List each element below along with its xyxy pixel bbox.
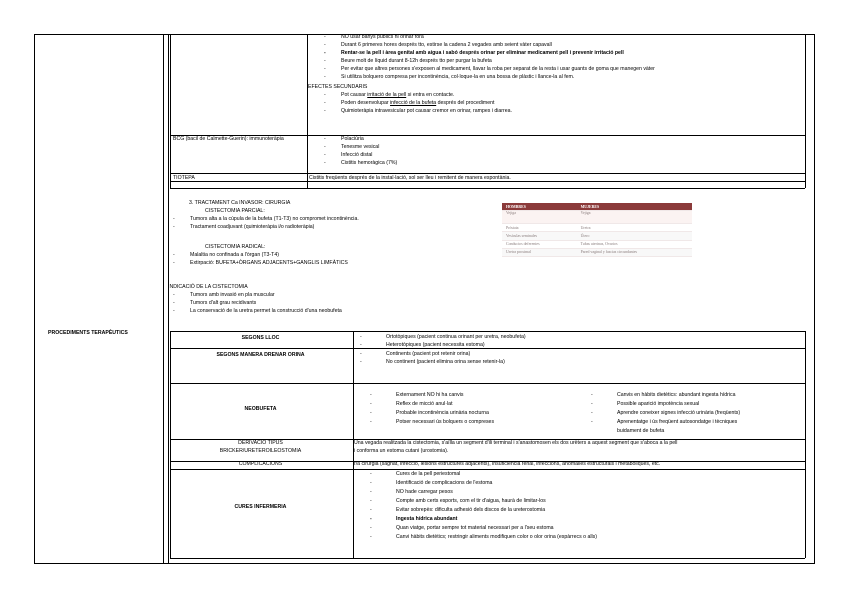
list-item: - Infecció distal bbox=[341, 152, 372, 159]
row-divider bbox=[170, 469, 805, 470]
list-item: - Aprenentatge i ús freqüent autosondatge i tècniques bbox=[617, 419, 737, 426]
row-divider bbox=[170, 188, 805, 189]
list-item: - Reflex de micció anul·lat bbox=[396, 401, 453, 408]
column-divider bbox=[170, 35, 171, 188]
list-item: - Aprendre coneixer signes infecció urinària (freqüents) bbox=[617, 410, 740, 417]
list-item: - Continents (pacient pot retenir orina) bbox=[386, 351, 470, 358]
list-item: - Externament NO hi ha canvis bbox=[396, 392, 463, 399]
list-item: - Tumors amb invasió en pla muscular bbox=[190, 292, 275, 299]
list-item: - Per evitar que altres persones s'exposen al medicament, llavar la roba per separat de la resta i usar guants de goma que manegen vàter bbox=[341, 66, 655, 73]
column-divider bbox=[163, 35, 164, 563]
list-item: - Tumors d'alt grau recidivants bbox=[190, 300, 256, 307]
row-divider bbox=[170, 173, 805, 174]
list-item: - Beure molt de líquid durant 8-12h després tto per purgar la bufeta bbox=[341, 58, 492, 65]
list-item: - Si utilitza bolquero compresa per incontinència, col·loque-la en una bossa de plàstic i llance-la al fem. bbox=[341, 74, 574, 81]
row-label: DERIVACIÓ TIPUS bbox=[238, 440, 283, 446]
tiotepa-text: Cistitis freqüents després de la instal·lació, sol ser lleu i remitent de manera espontània. bbox=[309, 175, 511, 181]
list-item: - Cistitis hemoràgica (7%) bbox=[341, 160, 397, 167]
list-item: - Pot causar irritació de la pell si entra en contacte. bbox=[341, 92, 454, 99]
table-row bbox=[502, 203, 692, 211]
list-item: - Ingesta hídrica abundant bbox=[396, 516, 457, 523]
list-item: - Poden desenvolupar infecció de la bufeta després del procediment bbox=[341, 100, 494, 107]
column-divider bbox=[805, 331, 806, 558]
table-cell: Uretra bbox=[577, 224, 692, 232]
gender-organs-table bbox=[502, 203, 692, 257]
column-divider bbox=[168, 35, 169, 563]
list-item: - Quan viatge, portar sempre tot material necessari per a l'seu estoma bbox=[396, 525, 554, 532]
list-item: - Tumors alta a la cúpula de la bufeta (T1-T3) no compromet incontinència. bbox=[190, 216, 359, 223]
table-cell: Uretra proximal bbox=[502, 248, 577, 256]
bcg-label: BCG (bacil de Calmette-Guerin): immunoteràpia bbox=[173, 136, 284, 142]
list-item: - Evitar sobrepès: dificulta adhesió dels discos de la ureterostomia bbox=[396, 507, 545, 514]
row-divider bbox=[170, 331, 805, 332]
column-divider bbox=[307, 35, 308, 188]
list-item-continued: buidament de bufeta bbox=[617, 428, 665, 434]
list-item: - Tenesme vesical bbox=[341, 144, 379, 151]
list-item: - Extirpació: BUFETA+ÒRGANS ADJACENTS+GANGLIS LIMFÀTICS bbox=[190, 260, 348, 267]
list-item: - Compte amb certs esports, com el tir d'aigua, haurà de limitar-los bbox=[396, 498, 546, 505]
list-item: - Rentar-se la pell i àrea genital amb aigua i sabó després orinar per eliminar medicament pell i prevenir irritació pell bbox=[341, 50, 624, 57]
indicacio-heading: INDICACIÓ DE LA CISTECTOMIA bbox=[168, 284, 248, 290]
row-label: COMPLICACIONS bbox=[238, 461, 283, 467]
list-item: - Probable incontinència urinària nocturna bbox=[396, 410, 489, 417]
column-divider bbox=[805, 35, 806, 188]
list-item: - Canvi hàbits dietètics; restringir aliments modifiquen color o olor orina (espàrrecs o alls) bbox=[396, 534, 597, 541]
row-divider bbox=[170, 383, 805, 384]
list-item: - Identificació de complicacions de l'estoma bbox=[396, 480, 492, 487]
table-cell: Tubas uterinas, Ovarios bbox=[577, 240, 692, 248]
list-item: - NO hade carregar pesos bbox=[396, 489, 453, 496]
row-divider bbox=[170, 558, 805, 559]
section-label: PROCEDIMENTS TERAPÈUTICS bbox=[48, 330, 128, 336]
parcial-heading: CISTECTOMIA PARCIAL: bbox=[205, 208, 265, 214]
table-cell: Pared vaginal y fascias circundantes bbox=[577, 248, 692, 256]
tractament-heading: 3. TRACTAMENT Ca INVASOR: CIRURGIA bbox=[189, 200, 291, 206]
list-item: - NO usar banys públics ni orinar fora bbox=[341, 34, 424, 41]
derivacio-text: i conforma un estoma cutani (urostomia). bbox=[354, 448, 449, 454]
list-item: - Malaltia no confinada a l'òrgan (T3-T4) bbox=[190, 252, 279, 259]
list-item: - Potser necessari ús bolquers o compreses bbox=[396, 419, 494, 426]
row-label: SEGONS MANERA DRENAR ORINA bbox=[216, 352, 305, 358]
list-item: - Canvis en hàbits dietètics: abundant ingesta hídrica bbox=[617, 392, 736, 399]
derivacio-text: Una vegada realitzada la cistectomia, s'aïlla un segment d'ili terminal i s'anastomosen els dos urèters a aquest segment que s'aboca a la pell bbox=[354, 440, 678, 446]
row-label: SEGONS LLOC bbox=[241, 335, 280, 341]
row-label: CURES INFERMERIA bbox=[234, 504, 287, 510]
row-divider bbox=[170, 348, 805, 349]
tiotepa-label: TIOTEPA bbox=[173, 175, 195, 181]
list-item: - Heterotòpiques (pacient necessita estoma) bbox=[386, 342, 485, 349]
table-cell: Vesículas seminales bbox=[502, 232, 577, 240]
table-cell: Vejiga bbox=[577, 211, 692, 224]
table-cell: Conductos deferentes bbox=[502, 240, 577, 248]
table-header: MUJERES bbox=[577, 203, 692, 211]
table-row bbox=[502, 211, 692, 224]
table-header: HOMBRES bbox=[502, 203, 577, 211]
list-item: - Tractament coadjuvant (quimioteràpia i/o radioteràpia) bbox=[190, 224, 314, 231]
list-item: - Quimioteràpia intravesicular pot causar cremor en orinar, rampes i diarrea. bbox=[341, 108, 512, 115]
table-row bbox=[502, 224, 692, 232]
list-item: - La conservació de la uretra permet la construcció d'una neobufeta bbox=[190, 308, 342, 315]
list-item: - Cures de la pell periestomal bbox=[396, 471, 460, 478]
list-item: - Polaciúria bbox=[341, 136, 364, 143]
complicacions-text: r/a cirurgia (sagnat, infecció, lesions estructures adjacents), insuficiència renal, infeccions, anomalies estructurals i metabòliques, etc. bbox=[354, 461, 661, 467]
table-row bbox=[502, 240, 692, 248]
list-item: - Ortotòpiques (pacient continua orinant per uretra, neobufeta) bbox=[386, 334, 526, 341]
row-label: NEOBUFETA bbox=[244, 406, 277, 412]
table-cell: Vejiga bbox=[502, 211, 577, 224]
list-item: - No continent (pacient elimina orina sense retenir-la) bbox=[386, 359, 505, 366]
table-cell: Útero bbox=[577, 232, 692, 240]
efectes-heading: EFECTES SECUNDARIS bbox=[308, 84, 368, 90]
list-item: - Durant 6 primeres hores després tto, estirse la cadena 2 vegades amb seient vàter capavall bbox=[341, 42, 552, 49]
table-row bbox=[502, 248, 692, 256]
radical-heading: CISTECTOMIA RADICAL: bbox=[205, 244, 266, 250]
table-row bbox=[502, 232, 692, 240]
list-item: - Possible aparició impotència sexual bbox=[617, 401, 699, 408]
row-label: BRICKER/URETEROILEOSTOMIA bbox=[219, 448, 302, 454]
table-cell: Próstata bbox=[502, 224, 577, 232]
